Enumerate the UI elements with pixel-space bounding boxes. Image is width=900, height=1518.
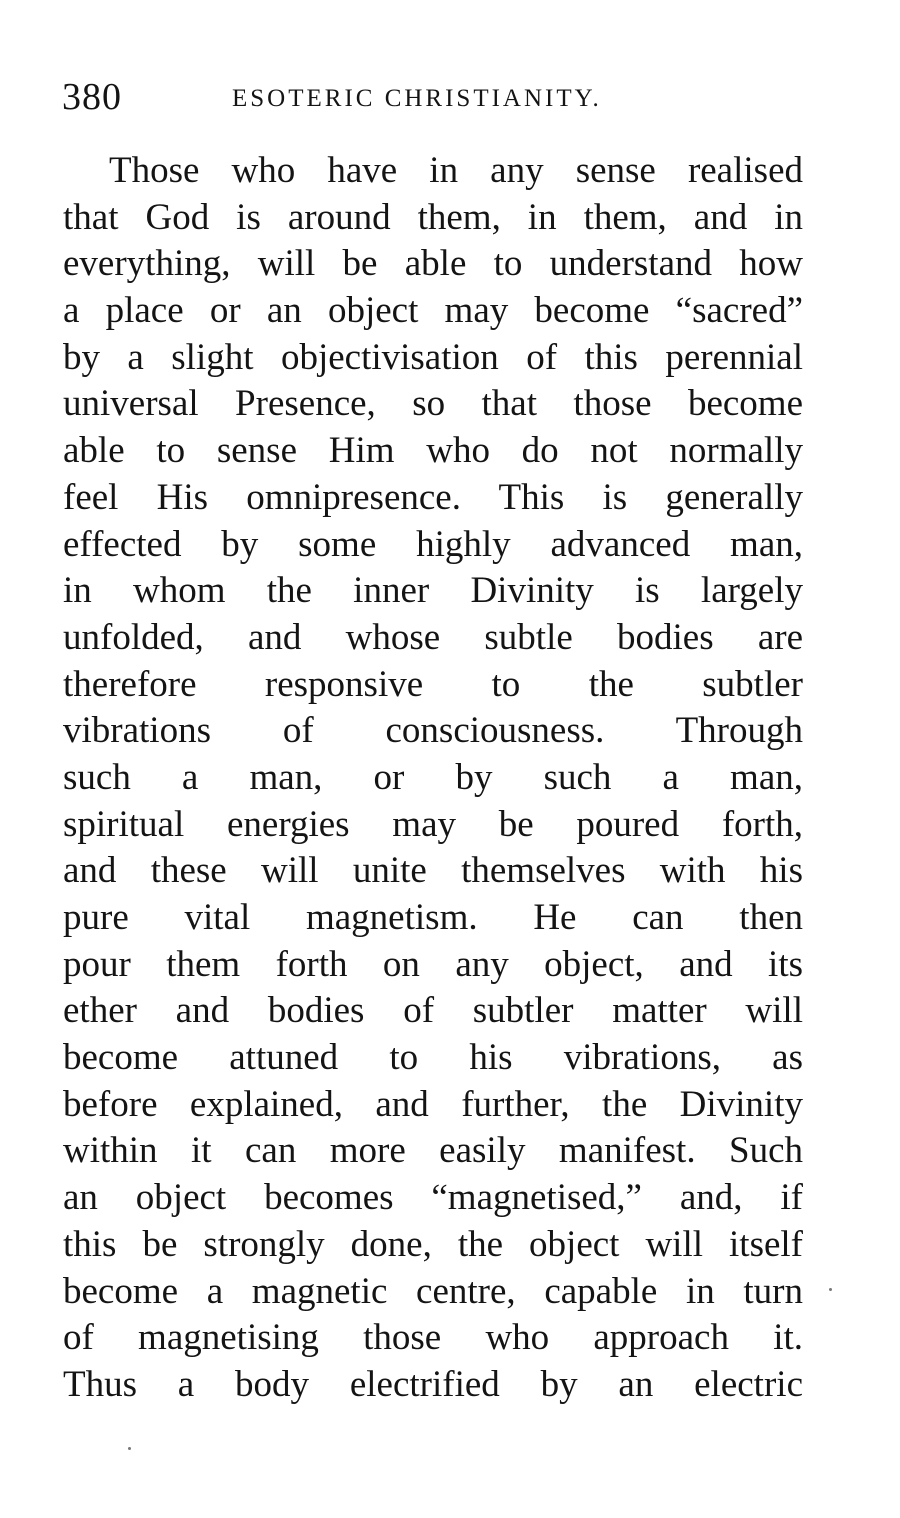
text-line: and these will unite themselves with his (63, 850, 803, 892)
paper-speck (829, 1288, 832, 1291)
text-line: that God is around them, in them, and in (63, 196, 803, 238)
text-line: of magnetising those who approach it. (63, 1317, 803, 1359)
text-line: unfolded, and whose subtle bodies are (63, 616, 803, 658)
text-line: before explained, and further, the Divinity (63, 1083, 803, 1125)
text-line: feel His omnipresence. This is generally (63, 476, 803, 518)
text-line: within it can more easily manifest. Such (63, 1130, 803, 1172)
text-line: spiritual energies may be poured forth, (63, 803, 803, 845)
text-line: therefore responsive to the subtler (63, 663, 803, 705)
text-line: become attuned to his vibrations, as (63, 1037, 803, 1079)
text-line: an object becomes “magnetised,” and, if (63, 1177, 803, 1219)
text-line: vibrations of consciousness. Through (63, 710, 803, 752)
text-line: Those who have in any sense realised (109, 150, 803, 191)
text-line: able to sense Him who do not normally (63, 430, 803, 472)
body-paragraph (63, 148, 803, 1409)
text-line: this be strongly done, the object will itself (63, 1223, 803, 1265)
text-line: become a magnetic centre, capable in turn (63, 1270, 803, 1312)
text-line: universal Presence, so that those become (63, 383, 803, 425)
text-line: pour them forth on any object, and its (63, 943, 803, 985)
text-line: Thus a body electrified by an electric (63, 1363, 803, 1405)
page-number: 380 (62, 76, 122, 118)
page-header (62, 72, 822, 122)
text-line: such a man, or by such a man, (63, 756, 803, 798)
running-head: ESOTERIC CHRISTIANITY. (232, 85, 602, 112)
text-line: everything, will be able to understand how (63, 243, 803, 285)
text-line: pure vital magnetism. He can then (63, 897, 803, 938)
paper-speck (128, 1447, 131, 1450)
text-line: a place or an object may become “sacred” (63, 290, 803, 332)
text-line: effected by some highly advanced man, (63, 523, 803, 565)
text-line: ether and bodies of subtler matter will (63, 990, 803, 1032)
text-line: in whom the inner Divinity is largely (63, 570, 803, 612)
text-line: by a slight objectivisation of this perennial (63, 336, 803, 378)
